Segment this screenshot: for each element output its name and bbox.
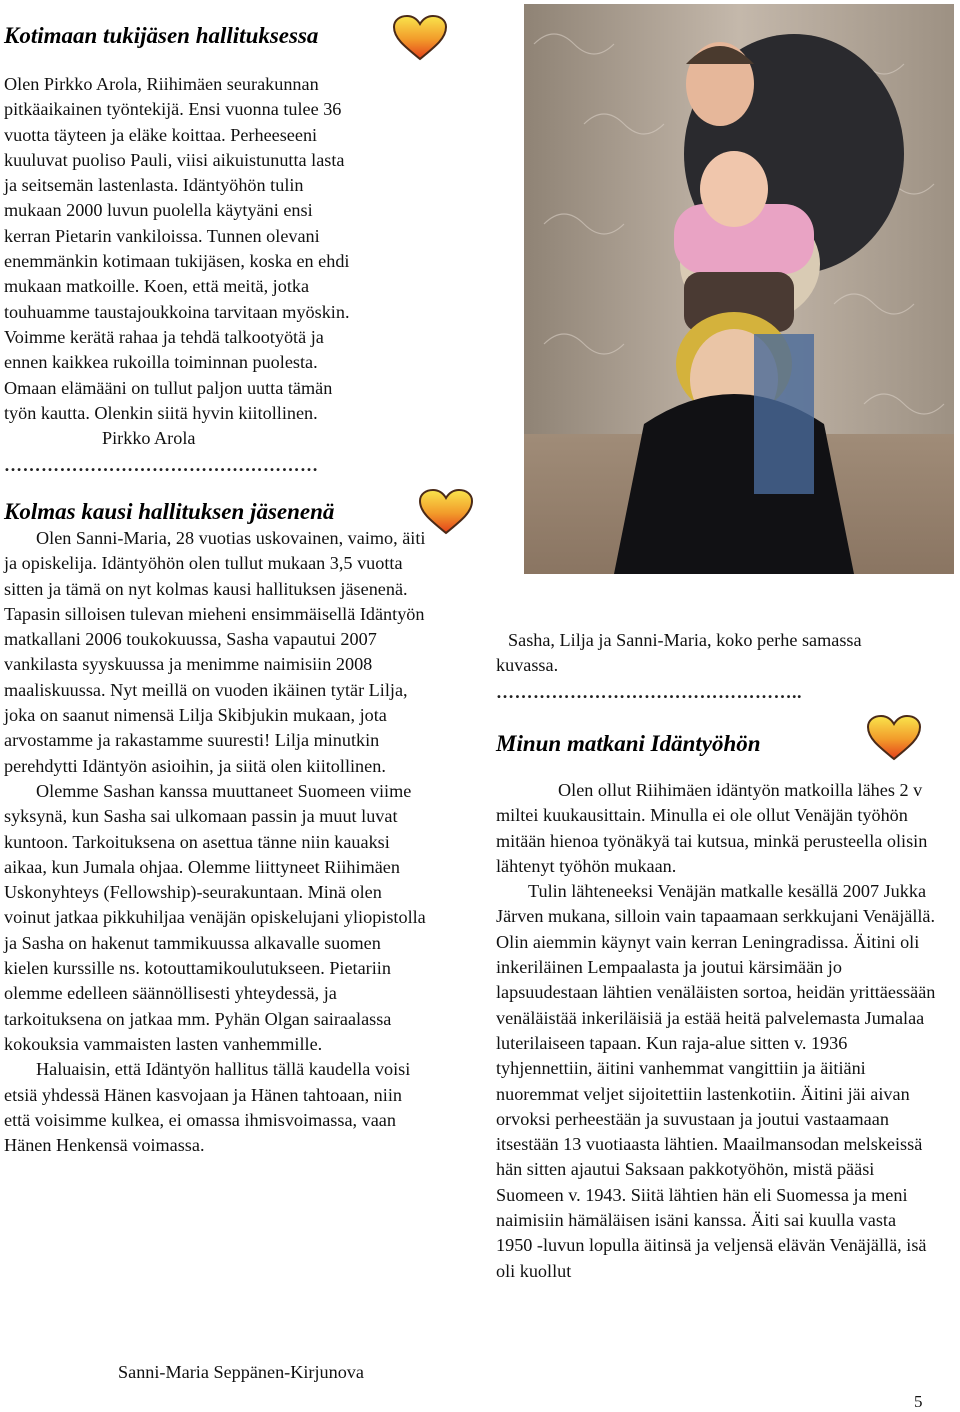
page-number: 5 (914, 1392, 923, 1411)
paragraph: Olen ollut Riihimäen idäntyön matkoilla lähes 2 v miltei kuukausittain. Minulla ei ole ollut Venäjän työhön mitään hienoa työnäkyä tai kutsua, minkä perusteella olisin lähtenyt työhön mukaan. (496, 780, 928, 876)
body-line: ennen kaikkea rukoilla toiminnan puolesta. (4, 352, 318, 373)
body-line: kuuluvat puoliso Pauli, viisi aikuistunutta lasta (4, 149, 345, 170)
body-line: Voimme kerätä rahaa ja tehdä talkootyötä ja (4, 326, 324, 347)
body-line: enemmänkin kotimaan tukijäsen, koska en ehdi (4, 251, 350, 272)
heart-icon (866, 714, 922, 762)
paragraph: Olemme Sashan kanssa muuttaneet Suomeen viime syksynä, kun Sasha sai ulkomaan passin ja muut luvat kuntoon. Tarkoituksena on asettua tänne niin kauaksi aikaa, kun Jumala ohjaa. Olemme liittyneet Riihimäen Uskonyhteys (Fellowship)-seurakuntaan. Minä olen voinut jatkaa pikkuhiljaa venäjän opiskelujani yliopistolla ja Sasha on hakenut tammikuussa alkavalle suomen kielen kurssille ns. kotouttamikoulutukseen. Pietariin olemme edelleen säännöllisesti yhteydessä, ja tarkoituksena on jatkaa mm. Pyhän Olgan sairaalassa kokouksia vammaisten lasten vanhemmille. (4, 780, 426, 1054)
body-line: touhuamme taustajoukkoina tarvitaan myöskin. (4, 301, 350, 322)
paragraph: Tulin lähteneeksi Venäjän matkalle kesällä 2007 Jukka Järven mukana, silloin vain tapaamaan serkkujani Venäjällä. Olin aiemmin käynyt vain kerran Leningradissa. Äitini oli inkeriläinen Lempaalasta ja joutui kärsimään jo lapsuudestaan lähtien venäläisten sortoa, heidän yrittäessään venäläistää inkeriläisiä ja estää heitä palvelemasta Jumalaa luterilaiseen tapaan. Kun raja-alue sitten v. 1936 tyhjennettiin, äitini vanhemmat vangittiin ja äitiäni nuoremmat veljet sijoitettiin lastenkotiin. Äitini jäi aivan orvoksi perheestään ja suvustaan ja joutui vastaamaan itsestään 13 vuotiaasta lähtien. Maailmansodan melskeissä hän sitten ajautui Saksaan pakkotyöhön, mistä pääsi Suomeen v. 1943. Siitä lähtien hän eli Suomessa ja meni naimisiin hämäläisen isäni kanssa. Äiti sai kuulla vasta 1950 -luvun lopulla äitinsä ja veljensä elävän Venäjällä, isä oli kuollut (496, 881, 936, 1281)
paragraph: Olen Sanni-Maria, 28 vuotias uskovainen, vaimo, äiti ja opiskelija. Idäntyöhön olen tullut mukaan 3,5 vuotta sitten ja tämä on nyt kolmas kausi hallituksen jäsenenä. Tapasin silloisen tulevan mieheni ensimmäisellä Idäntyön matkallani 2006 toukokuussa, Sasha vapautui 2007 vankilasta syyskuussa ja menimme naimisiin 2008 maaliskuussa. Nyt meillä on vuoden ikäinen tytär Lilja, joka on saanut nimensä Lilja Skibjukin mukaan, jota arvostamme ja rakastamme suuresti! Lilja minutkin perehdytti Idäntyön asioihin, ja siitä olen kiitollinen. (4, 528, 426, 776)
heart-icon (392, 14, 448, 62)
paragraph: Haluaisin, että Idäntyön hallitus tällä kaudella voisi etsiä yhdessä Hänen kasvojaan ja Hänen tahtoaan, niin että voisimme kulkea, ei omassa ihmisvoimassa, vaan Hänen Henkensä voimassa. (4, 1059, 411, 1156)
section-1-title: Kotimaan tukijäsen hallituksessa (4, 23, 319, 48)
body-line: Omaan elämääni on tullut paljon uutta tämän (4, 377, 333, 398)
section-2-body (4, 526, 426, 1158)
family-photo (524, 4, 954, 574)
body-line: vuotta täyteen ja eläke koittaa. Perheeseeni (4, 124, 318, 145)
body-line: Olen Pirkko Arola, Riihimäen seurakunnan (4, 74, 319, 94)
section-3-body (496, 778, 936, 1284)
heart-icon (418, 488, 474, 536)
body-line: pitkäaikainen työntekijä. Ensi vuonna tulee 36 (4, 99, 342, 120)
signature-pirkko: Pirkko Arola (102, 428, 196, 448)
section-2-title: Kolmas kausi hallituksen jäsenenä (4, 499, 335, 524)
separator: ………………………………………….. (496, 682, 802, 702)
separator: …………………………………………… (4, 455, 319, 475)
body-line: työn kautta. Olenkin siitä hyvin kiitollinen. (4, 402, 318, 423)
body-line: mukaan matkoille. Koen, että meitä, jotka (4, 276, 310, 297)
section-3-title: Minun matkani Idäntyöhön (496, 731, 761, 756)
signature-sanni-maria: Sanni-Maria Seppänen-Kirjunova (118, 1362, 364, 1382)
body-line: mukaan 2000 luvun puolella käytyäni ensi (4, 200, 313, 221)
photo-caption: Sasha, Lilja ja Sanni-Maria, koko perhe samassa kuvassa. (496, 630, 862, 675)
body-line: kerran Pietarin vankiloissa. Tunnen olevani (4, 225, 320, 246)
section-1-body (4, 72, 434, 426)
body-line: ja seitsemän lastenlasta. Idäntyöhön tulin (4, 175, 304, 196)
